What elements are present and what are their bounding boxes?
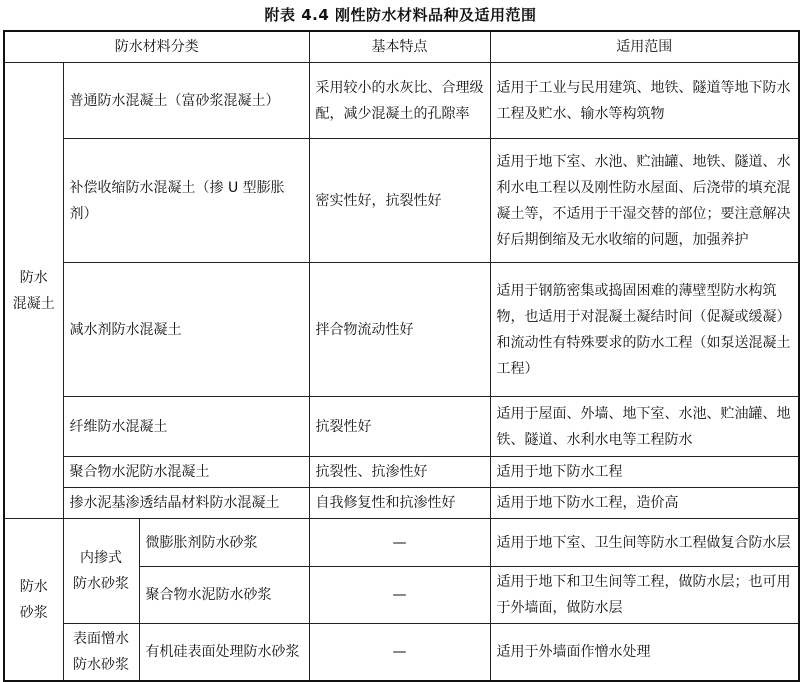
material-features: 密实性好，抗裂性好 (309, 139, 490, 263)
material-features: 抗裂性、抗渗性好 (309, 457, 490, 488)
table-row (4, 624, 799, 682)
material-scope: 适用于钢筋密集或捣固困难的薄壁型防水构筑物，也适用于对混凝土凝结时间（促凝或缓凝）和流动性有特殊要求的防水工程（如泵送混凝土工程） (490, 263, 799, 397)
material-features: — (309, 567, 490, 624)
table-row (4, 139, 799, 263)
material-scope: 适用于地下防水工程 (490, 457, 799, 488)
material-features: — (309, 519, 490, 567)
material-name: 纤维防水混凝土 (63, 397, 309, 457)
material-scope: 适用于屋面、外墙、地下室、水池、贮油罐、地铁、隧道、水利水电等工程防水 (490, 397, 799, 457)
material-name: 聚合物水泥防水混凝土 (63, 457, 309, 488)
material-name: 聚合物水泥防水砂浆 (139, 567, 309, 624)
table-row (4, 397, 799, 457)
material-name: 减水剂防水混凝土 (63, 263, 309, 397)
table-row (4, 263, 799, 397)
header-scope: 适用范围 (490, 31, 799, 63)
material-scope: 适用于外墙面作憎水处理 (490, 624, 799, 682)
header-features: 基本特点 (309, 31, 490, 63)
material-features: 抗裂性好 (309, 397, 490, 457)
table-row (4, 519, 799, 567)
header-row (4, 31, 799, 63)
table-row (4, 457, 799, 488)
header-category: 防水材料分类 (4, 31, 309, 63)
material-name: 掺水泥基渗透结晶材料防水混凝土 (63, 488, 309, 519)
material-features: 拌合物流动性好 (309, 263, 490, 397)
material-scope: 适用于地下室、水池、贮油罐、地铁、隧道、水利水电工程以及刚性防水屋面、后浇带的填充混凝土等，不适用于干湿交替的部位；要注意解决好后期倒缩及无水收缩的问题，加强养护 (490, 139, 799, 263)
material-name: 补偿收缩防水混凝土（掺 U 型膨胀剂） (63, 139, 309, 263)
material-scope: 适用于地下和卫生间等工程，做防水层；也可用于外墙面，做防水层 (490, 567, 799, 624)
material-name: 普通防水混凝土（富砂浆混凝土） (63, 63, 309, 139)
table-row (4, 488, 799, 519)
material-name: 有机硅表面处理防水砂浆 (139, 624, 309, 682)
material-features: 采用较小的水灰比、合理级配，减少混凝土的孔隙率 (309, 63, 490, 139)
group-label-concrete: 防水 混凝土 (4, 63, 63, 519)
subgroup-label-surface: 表面憎水 防水砂浆 (63, 624, 139, 682)
material-scope: 适用于地下防水工程，造价高 (490, 488, 799, 519)
material-scope: 适用于地下室、卫生间等防水工程做复合防水层 (490, 519, 799, 567)
material-name: 微膨胀剂防水砂浆 (139, 519, 309, 567)
table-row (4, 63, 799, 139)
table-title: 附表 4.4 刚性防水材料品种及适用范围 (264, 6, 537, 24)
subgroup-label-internal: 内掺式 防水砂浆 (63, 519, 139, 624)
material-features: — (309, 624, 490, 682)
group-label-mortar: 防水 砂浆 (4, 519, 63, 682)
material-scope: 适用于工业与民用建筑、地铁、隧道等地下防水工程及贮水、输水等构筑物 (490, 63, 799, 139)
material-features: 自我修复性和抗渗性好 (309, 488, 490, 519)
materials-table (3, 30, 800, 682)
